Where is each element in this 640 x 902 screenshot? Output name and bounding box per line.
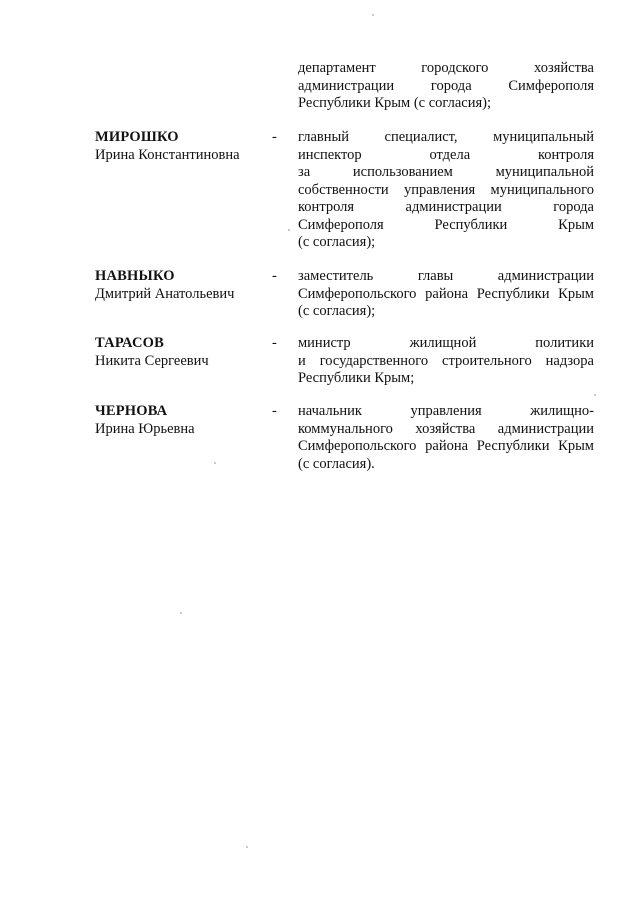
member-given-names: Ирина Юрьевна: [95, 420, 195, 437]
intro-line: департамент городского хозяйства: [298, 60, 594, 76]
description-line: инспектор отдела контроля: [298, 146, 594, 163]
scan-speck: [180, 612, 182, 614]
scan-speck: [594, 394, 596, 396]
description-line: главный специалист, муниципальный: [298, 129, 594, 145]
intro-line: администрации города Симферополя: [298, 77, 594, 94]
member-surname: ТАРАСОВ: [95, 335, 164, 351]
member-given-names: Никита Сергеевич: [95, 352, 209, 369]
description-line: (с согласия);: [298, 303, 376, 319]
intro-description: [298, 60, 594, 113]
member-given-names: Ирина Константиновна: [95, 146, 240, 163]
description-line: министр жилищной политики: [298, 335, 594, 351]
scan-speck: [288, 229, 290, 231]
member-description-tarasov: [298, 335, 594, 388]
scan-speck: [214, 462, 216, 464]
member-surname: ЧЕРНОВА: [95, 403, 168, 419]
member-description-navnyko: [298, 268, 594, 321]
member-description-miroshko: [298, 129, 594, 252]
entry-dash: -: [272, 268, 277, 284]
description-line: (с согласия);: [298, 234, 376, 250]
description-line: заместитель главы администрации: [298, 268, 594, 284]
member-name-tarasov: [95, 335, 275, 370]
entry-dash: -: [272, 129, 277, 145]
description-line: начальник управления жилищно-: [298, 403, 594, 419]
member-name-navnyko: [95, 268, 275, 303]
member-description-chernova: [298, 403, 594, 473]
description-line: и государственного строительного надзора: [298, 352, 594, 369]
description-line: собственности управления муниципального: [298, 181, 594, 198]
scan-speck: [246, 846, 248, 848]
description-line: Симферопольского района Республики Крым: [298, 285, 594, 302]
member-given-names: Дмитрий Анатольевич: [95, 285, 235, 302]
description-line: Республики Крым;: [298, 370, 415, 386]
description-line: за использованием муниципальной: [298, 164, 594, 180]
entry-dash: -: [272, 403, 277, 419]
description-line: коммунального хозяйства администрации: [298, 420, 594, 437]
description-line: контроля администрации города: [298, 199, 594, 215]
description-line: Симферопольского района Республики Крым: [298, 438, 594, 454]
description-line: Симферополя Республики Крым: [298, 216, 594, 233]
intro-line: Республики Крым (с согласия);: [298, 95, 492, 111]
member-name-chernova: [95, 403, 275, 438]
scan-speck: [372, 14, 374, 16]
member-surname: МИРОШКО: [95, 129, 179, 145]
entry-dash: -: [272, 335, 277, 351]
description-line: (с согласия).: [298, 455, 375, 472]
member-name-miroshko: [95, 129, 275, 164]
member-surname: НАВНЫКО: [95, 268, 175, 284]
